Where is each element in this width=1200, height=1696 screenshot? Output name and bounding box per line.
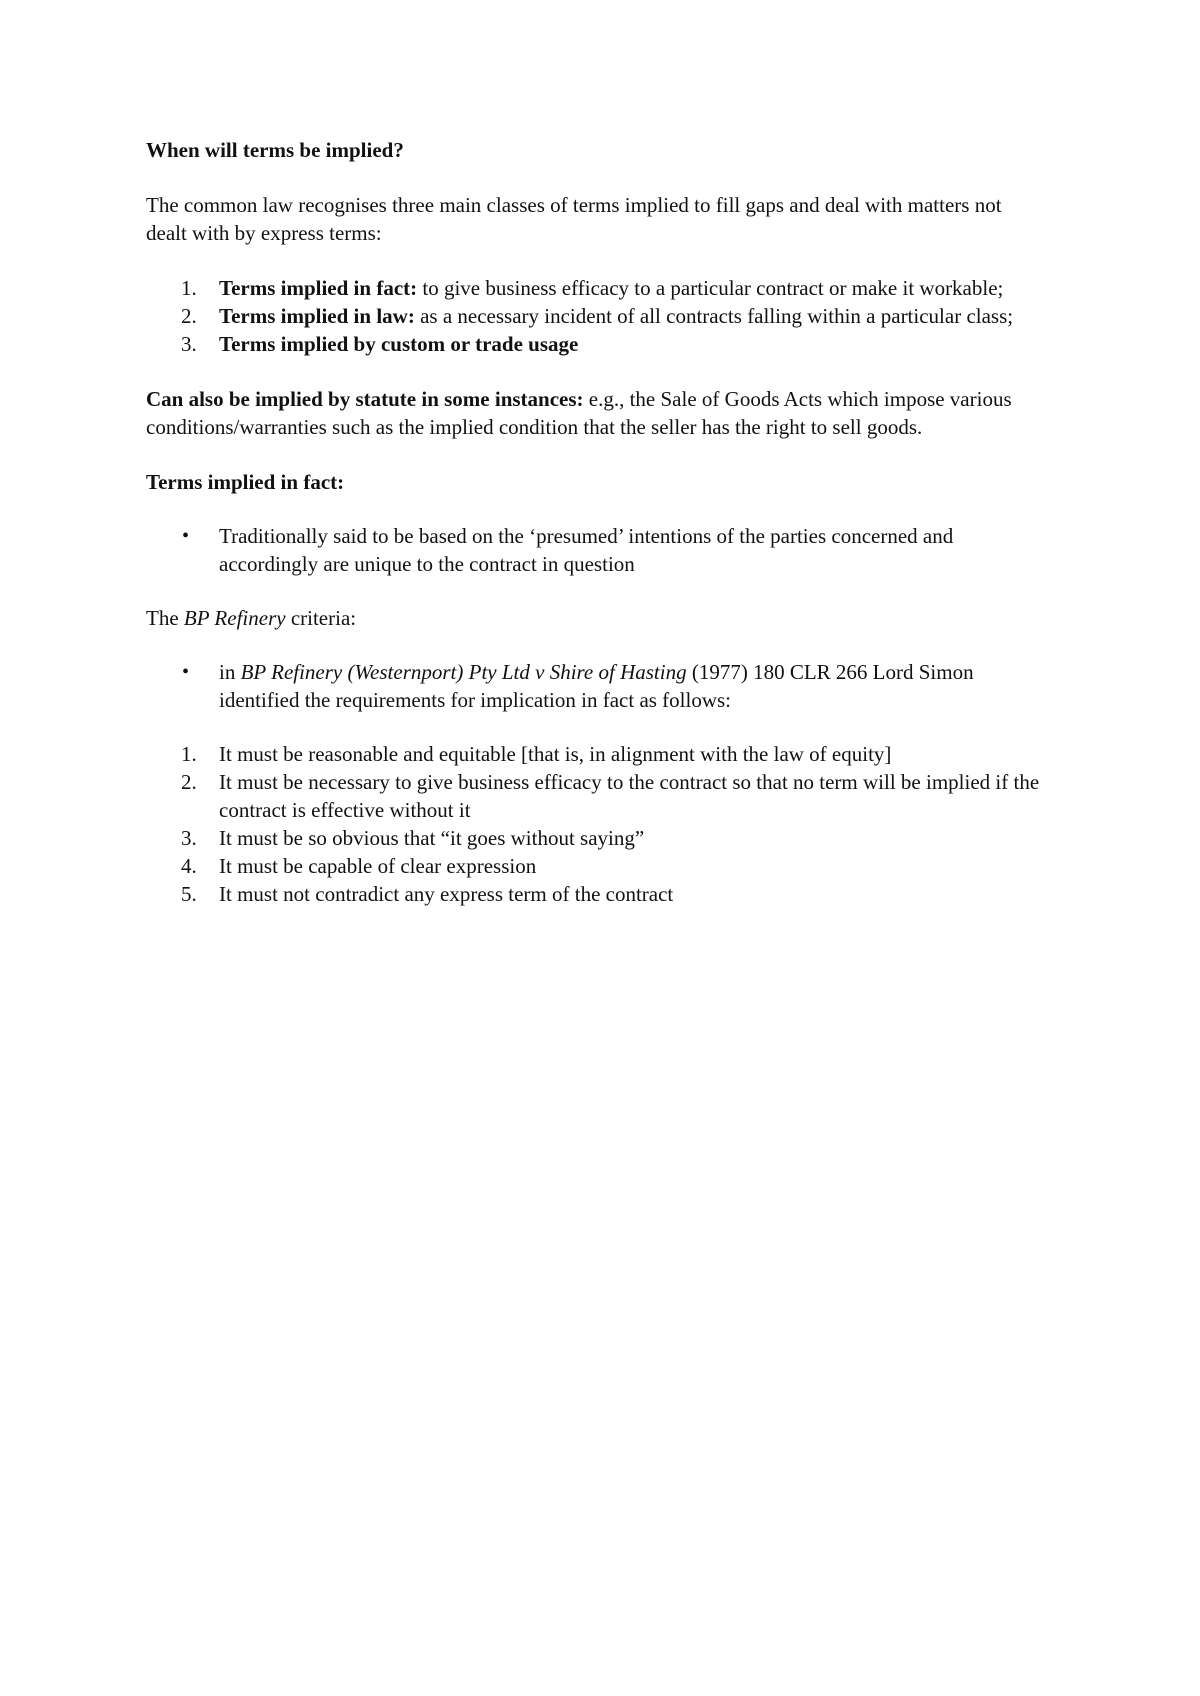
list-number: 1.	[181, 276, 197, 300]
list-number: 1.	[181, 742, 197, 766]
list-item	[146, 768, 1046, 824]
list-number: 3.	[181, 826, 197, 850]
criteria-list	[146, 740, 1046, 908]
case-citation: BP Refinery (Westernport) Pty Ltd v Shire of Hasting	[240, 660, 687, 684]
bp-post: criteria:	[285, 606, 357, 630]
criterion-text: It must be so obvious that “it goes without saying”	[219, 826, 645, 850]
list-item	[146, 824, 1046, 852]
list-item	[146, 740, 1046, 768]
criterion-text: It must not contradict any express term of the contract	[219, 882, 674, 906]
bp-criteria-paragraph	[146, 604, 1046, 632]
intro-paragraph: The common law recognises three main classes of terms implied to fill gaps and deal with matters not dealt with by express terms:	[146, 193, 1002, 245]
statute-label: Can also be implied by statute in some instances:	[146, 387, 584, 411]
bp-bullets	[146, 658, 1046, 714]
fact-bullets	[146, 522, 1046, 578]
list-number: 3.	[181, 332, 197, 356]
term-label: Terms implied in law:	[219, 304, 415, 328]
list-number: 5.	[181, 882, 197, 906]
statute-text: e.g., the Sale of Goods Acts which impose various conditions/warranties such as the implied condition that the seller has the right to sell goods.	[146, 387, 1012, 439]
statute-paragraph	[146, 385, 1046, 441]
criterion-text: It must be necessary to give business efficacy to the contract so that no term will be implied if the contract is effective without it	[219, 770, 1040, 822]
bullet-pre: in	[219, 660, 241, 684]
criterion-text: It must be capable of clear expression	[219, 854, 537, 878]
bullet-glyph: •	[182, 661, 190, 683]
heading-when-implied: When will terms be implied?	[146, 138, 404, 162]
term-label: Terms implied by custom or trade usage	[219, 332, 579, 356]
heading-terms-implied-in-fact: Terms implied in fact:	[146, 470, 345, 494]
criterion-text: It must be reasonable and equitable [that is, in alignment with the law of equity]	[219, 742, 892, 766]
list-item	[146, 330, 1046, 358]
bullet-post: (1977) 180 CLR 266 Lord Simon identified the requirements for implication in fact as follows:	[219, 660, 974, 712]
bp-pre: The	[146, 606, 184, 630]
list-number: 2.	[181, 770, 197, 794]
term-text: to give business efficacy to a particular contract or make it workable;	[417, 276, 1004, 300]
list-number: 2.	[181, 304, 197, 328]
bullet-glyph: •	[182, 525, 190, 547]
list-number: 4.	[181, 854, 197, 878]
list-item	[146, 274, 1046, 302]
bp-case-name: BP Refinery	[183, 606, 286, 630]
list-item	[146, 302, 1046, 330]
term-label: Terms implied in fact:	[219, 276, 418, 300]
list-item	[146, 880, 1046, 908]
list-item	[146, 522, 1046, 578]
list-item	[146, 658, 1046, 714]
document-page	[146, 136, 1046, 908]
classes-list	[146, 274, 1046, 358]
list-item	[146, 852, 1046, 880]
term-text: as a necessary incident of all contracts falling within a particular class;	[414, 304, 1014, 328]
bullet-text: Traditionally said to be based on the ‘presumed’ intentions of the parties concerned and accordingly are unique to the contract in question	[219, 524, 954, 576]
